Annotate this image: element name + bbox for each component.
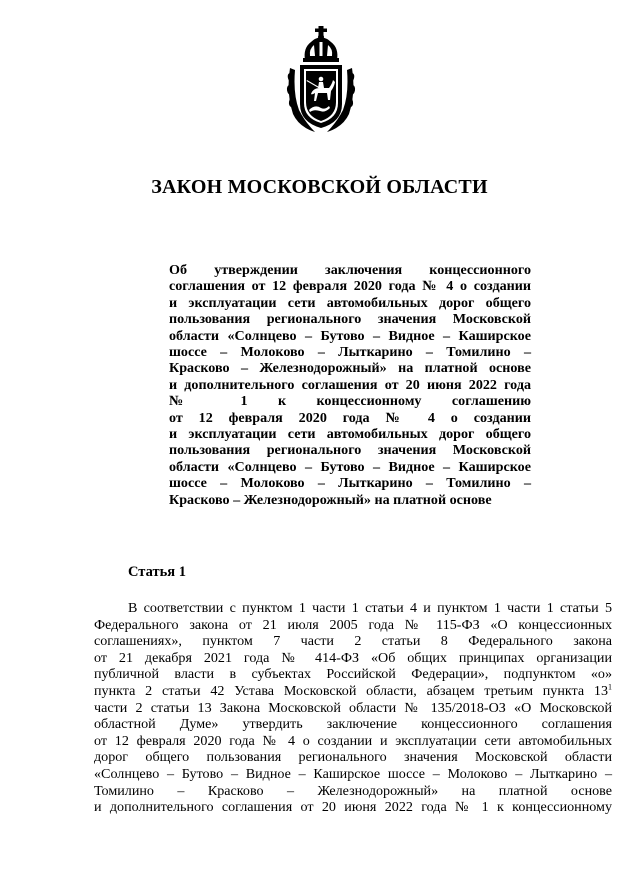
article-line: публичной власти в субъектах Российской Федерации», подпунктом «о» [94, 666, 612, 683]
law-subject-line: и эксплуатации сети автомобильных дорог общего [169, 294, 531, 311]
law-subject-line: шоссе – Молоково – Лыткарино – Томилино – [169, 475, 531, 492]
law-subject-line: и эксплуатации сети автомобильных дорог общего [169, 426, 531, 443]
law-subject-line: Об утверждении заключения концессионного [169, 262, 531, 278]
article-line-text: пункта 2 статьи 42 Устава Московской области, абзацем третьим пункта 13 [94, 682, 608, 699]
page-title: ЗАКОН МОСКОВСКОЙ ОБЛАСТИ [151, 176, 488, 198]
law-subject-line: № 1 к концессионному соглашению [169, 393, 531, 410]
moscow-oblast-coat-of-arms-icon [285, 22, 357, 136]
law-subject-line: Красково – Железнодорожный» на платной основе [169, 360, 531, 377]
article-line: В соответствии с пунктом 1 части 1 статьи 4 и пунктом 1 части 1 статьи 5 [128, 600, 612, 616]
law-subject-line: соглашения от 12 февраля 2020 года № 4 о создании [169, 278, 531, 295]
law-subject-line: пользования регионального значения Московской [169, 442, 531, 459]
article-line: и дополнительного соглашения от 20 июня 2022 года № 1 к концессионному [94, 799, 612, 816]
law-subject [169, 262, 531, 508]
article-line: части 2 статьи 13 Закона Московской области № 135/2018-ОЗ «О Московской [94, 699, 612, 716]
law-subject-line: шоссе – Молоково – Лыткарино – Томилино – [169, 344, 531, 361]
article-line: Федерального закона от 21 июля 2005 года № 115-ФЗ «О концессионных [94, 616, 612, 633]
article-line: соглашениях», пунктом 7 части 2 статьи 8 Федерального закона [94, 633, 612, 650]
article-line: от 21 декабря 2021 года № 414-ФЗ «Об общих принципах организации [94, 649, 612, 666]
law-subject-line: пользования регионального значения Московской [169, 311, 531, 328]
article-line: от 12 февраля 2020 года № 4 о создании и эксплуатации сети автомобильных [94, 732, 612, 749]
law-subject-line: от 12 февраля 2020 года № 4 о создании [169, 409, 531, 426]
article-line-with-superscript [94, 683, 612, 700]
law-subject-line: и дополнительного соглашения от 20 июня 2022 года [169, 376, 531, 393]
law-subject-line: Красково – Железнодорожный» на платной основе [169, 491, 492, 508]
article-body [94, 600, 612, 816]
article-line: Томилино – Красково – Железнодорожный» на платной основе [94, 782, 612, 799]
article-line: дорог общего пользования регионального значения Московской области [94, 749, 612, 766]
law-subject-line: области «Солнцево – Бутово – Видное – Каширское [169, 327, 531, 344]
article-heading: Статья 1 [128, 564, 186, 580]
footnote-superscript: 1 [608, 682, 612, 692]
law-subject-line: области «Солнцево – Бутово – Видное – Каширское [169, 458, 531, 475]
article-line: областной Думе» утвердить заключение концессионного соглашения [94, 716, 612, 733]
article-line: «Солнцево – Бутово – Видное – Каширское шоссе – Молоково – Лыткарино – [94, 765, 612, 782]
